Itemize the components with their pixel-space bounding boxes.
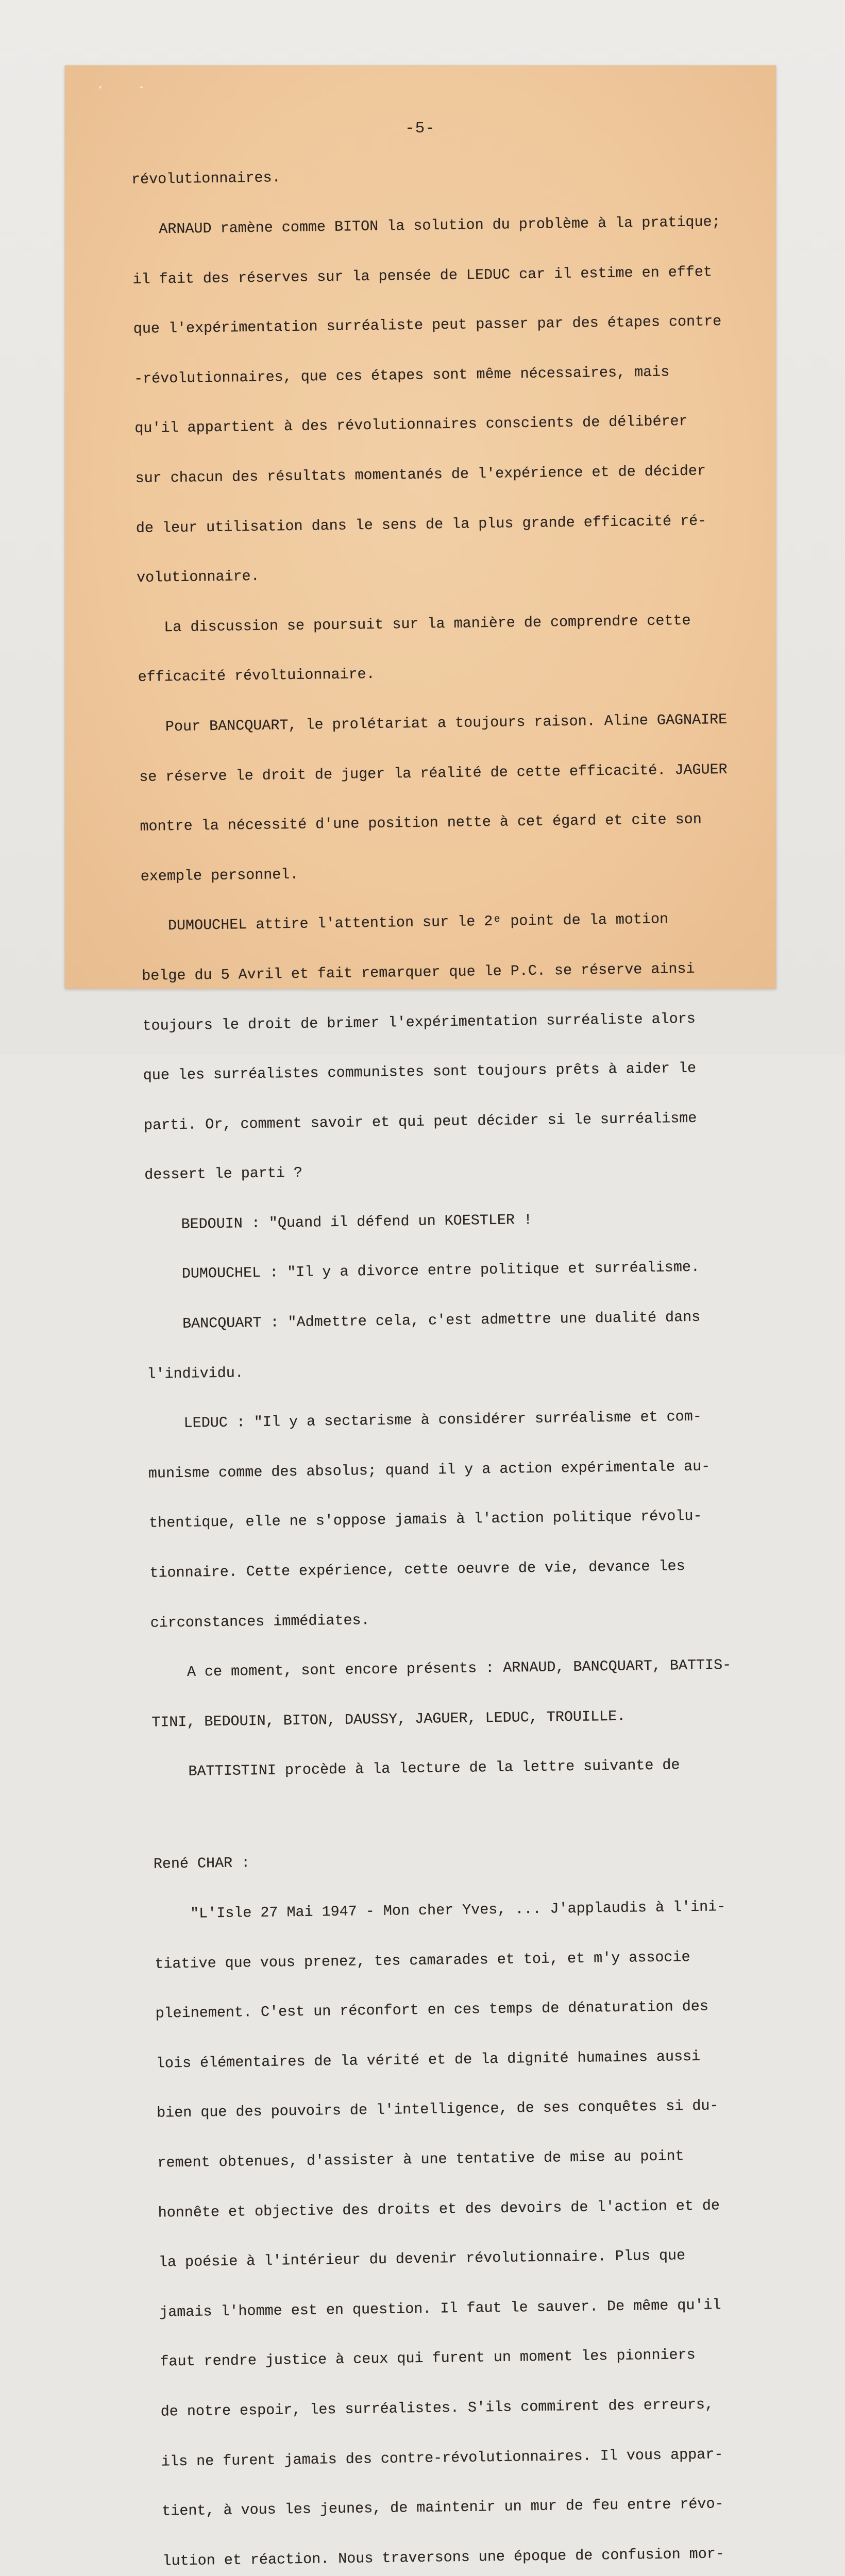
text-line: révolutionnaires. bbox=[131, 169, 281, 189]
text-line: la poésie à l'intérieur du devenir révolutionnaire. Plus que bbox=[158, 2247, 686, 2271]
text-line: faut rendre justice à ceux qui furent un moment les pionniers bbox=[160, 2346, 696, 2370]
text-line: René CHAR : bbox=[153, 1854, 250, 1873]
text-line: parti. Or, comment savoir et qui peut décider si le surréalisme bbox=[143, 1109, 697, 1134]
page-number: -5- bbox=[405, 120, 435, 138]
text-line: jamais l'homme est en question. Il faut le sauver. De même qu'il bbox=[159, 2296, 721, 2321]
text-line: lois élémentaires de la vérité et de la dignité humaines aussi bbox=[156, 2047, 701, 2072]
text-line: DUMOUCHEL attire l'attention sur le 2ᵉ point de la motion bbox=[167, 910, 669, 935]
paper-mark bbox=[140, 86, 143, 89]
text-line: A ce moment, sont encore présents : ARNAUD, BANCQUART, BATTIS- bbox=[187, 1656, 732, 1681]
text-line: efficacité révoltuionnaire. bbox=[138, 666, 375, 686]
text-line: tiative que vous prenez, tes camarades et toi, et m'y associe bbox=[155, 1948, 690, 1973]
text-line: -révolutionnaires, que ces étapes sont même nécessaires, mais bbox=[133, 363, 670, 387]
text-line: sur chacun des résultats momentanés de l'expérience et de décider bbox=[135, 462, 706, 487]
text-line: qu'il appartient à des révolutionnaires conscients de délibérer bbox=[134, 413, 688, 437]
text-line: l'individu. bbox=[147, 1364, 244, 1383]
text-line: BANCQUART : "Admettre cela, c'est admettre une dualité dans bbox=[182, 1308, 701, 1332]
text-line: tient, à vous les jeunes, de maintenir un mur de feu entre révo- bbox=[162, 2495, 724, 2520]
text-line: pleinement. C'est un réconfort en ces temps de dénaturation des bbox=[155, 1997, 709, 2022]
text-line: munisme comme des absolus; quand il y a action expérimentale au- bbox=[148, 1458, 711, 1482]
text-line: honnête et objective des droits et des devoirs de l'action et de bbox=[158, 2196, 720, 2222]
typewritten-page bbox=[65, 65, 776, 2570]
text-line: TINI, BEDOUIN, BITON, DAUSSY, JAGUER, LEDUC, TROUILLE. bbox=[151, 1707, 626, 1731]
text-line: DUMOUCHEL : "Il y a divorce entre politique et surréalisme. bbox=[181, 1259, 700, 1283]
text-line: montre la nécessité d'une position nette à cet égard et cite son bbox=[140, 810, 702, 836]
text-line: Pour BANCQUART, le prolétariat a toujours raison. Aline GAGNAIRE bbox=[165, 710, 728, 736]
body-text bbox=[131, 130, 806, 2576]
text-line: que les surréalistes communistes sont toujours prêts à aider le bbox=[143, 1059, 697, 1084]
text-line: bien que des pouvoirs de l'intelligence, de ses conquêtes si du- bbox=[156, 2097, 719, 2122]
text-line: BATTISTINI procède à la lecture de la lettre suivante de bbox=[188, 1756, 680, 1781]
text-line: ARNAUD ramène comme BITON la solution du problème à la pratique; bbox=[159, 213, 721, 238]
text-line: il fait des réserves sur la pensée de LEDUC car il estime en effet bbox=[132, 263, 713, 288]
text-line: volutionnaire. bbox=[136, 567, 260, 587]
text-line: que l'expérimentation surréaliste peut passer par des étapes contre bbox=[133, 313, 722, 338]
text-line: toujours le droit de brimer l'expérimentation surréaliste alors bbox=[142, 1010, 696, 1035]
text-line: BEDOUIN : "Quand il défend un KOESTLER ! bbox=[181, 1211, 533, 1233]
text-line: La discussion se poursuit sur la manière de comprendre cette bbox=[164, 612, 691, 636]
text-line: rement obtenues, d'assister à une tentative de mise au point bbox=[157, 2147, 684, 2172]
text-line: belge du 5 Avril et fait remarquer que le P.C. se réserve ainsi bbox=[142, 960, 695, 985]
blank-line bbox=[153, 1805, 792, 1823]
paper-mark bbox=[99, 86, 102, 89]
text-line: tionnaire. Cette expérience, cette oeuvre de vie, devance les bbox=[149, 1557, 685, 1582]
text-line: exemple personnel. bbox=[140, 866, 299, 885]
text-line: se réserve le droit de juger la réalité de cette efficacité. JAGUER bbox=[139, 760, 728, 786]
text-line: dessert le parti ? bbox=[144, 1164, 303, 1184]
text-line: de notre espoir, les surréalistes. S'ils commirent des erreurs, bbox=[160, 2396, 714, 2420]
text-line: circonstances immédiates. bbox=[150, 1611, 370, 1632]
text-line: de leur utilisation dans le sens de la plus grande efficacité ré- bbox=[136, 512, 707, 537]
text-line: "L'Isle 27 Mai 1947 - Mon cher Yves, ... J'applaudis à l'ini- bbox=[190, 1898, 726, 1922]
text-line: thentique, elle ne s'oppose jamais à l'action politique révolu- bbox=[148, 1507, 702, 1532]
text-line: LEDUC : "Il y a sectarisme à considérer surréalisme et com- bbox=[183, 1408, 702, 1432]
text-line: lution et réaction. Nous traversons une époque de confusion mor- bbox=[162, 2545, 725, 2570]
text-line: ils ne furent jamais des contre-révolutionnaires. Il vous appar- bbox=[161, 2445, 723, 2470]
